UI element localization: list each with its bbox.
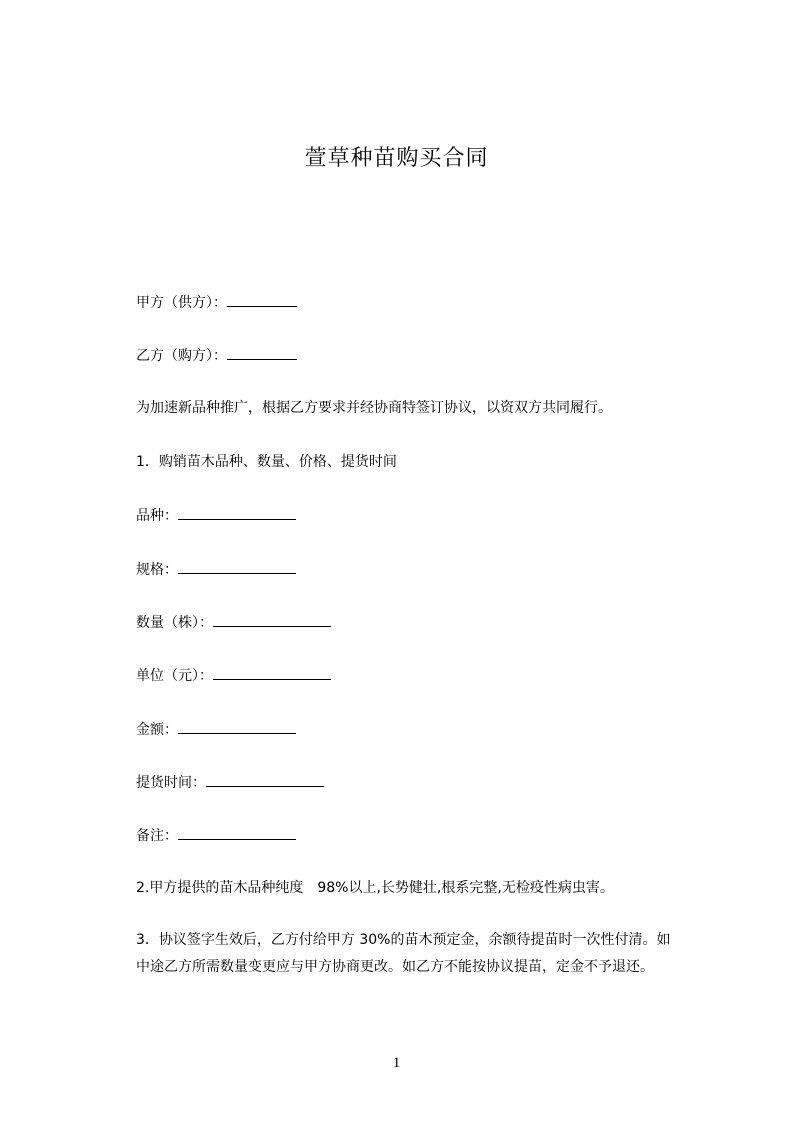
unit-price-label: 单位（元）：	[136, 668, 213, 684]
remarks-line	[136, 825, 296, 846]
spec-line	[136, 559, 296, 580]
amount-line	[136, 719, 296, 740]
page-number: 1	[392, 1055, 401, 1071]
section1-heading: 1．购销苗木品种、数量、价格、提货时间	[136, 454, 397, 470]
section2-text: 2.甲方提供的苗木品种纯度 98%以上,长势健壮,根系完整,无检疫性病虫害。	[136, 880, 614, 896]
variety-blank	[178, 505, 296, 520]
quantity-line	[136, 612, 331, 633]
party-a-line	[136, 292, 297, 313]
section3-text: 3．协议签字生效后，乙方付给甲方 30%的苗木预定金，余额待提苗时一次性付清。如中途乙方所需数量变更应与甲方协商更改。如乙方不能按协议提苗，定金不予退还。	[136, 932, 671, 975]
party-a-blank	[227, 292, 297, 307]
spec-label: 规格：	[136, 562, 178, 578]
amount-label: 金额：	[136, 722, 178, 738]
quantity-label: 数量（株）：	[136, 615, 213, 631]
party-b-label: 乙方（购方）：	[136, 348, 227, 364]
party-b-blank	[227, 345, 297, 360]
document-title: 萱草种苗购买合同	[304, 146, 489, 171]
unit-price-line	[136, 665, 331, 686]
remarks-label: 备注：	[136, 828, 178, 844]
variety-label: 品种：	[136, 508, 178, 524]
party-a-label: 甲方（供方）：	[136, 295, 227, 311]
pickup-time-line	[136, 772, 324, 793]
intro-text: 为加速新品种推广，根据乙方要求并经协商特签订协议，以资双方共同履行。	[136, 400, 612, 416]
pickup-time-blank	[206, 772, 324, 787]
remarks-blank	[178, 825, 296, 840]
quantity-blank	[213, 612, 331, 627]
variety-line	[136, 505, 296, 526]
pickup-time-label: 提货时间：	[136, 775, 206, 791]
amount-blank	[178, 719, 296, 734]
spec-blank	[178, 559, 296, 574]
unit-price-blank	[213, 665, 331, 680]
party-b-line	[136, 345, 297, 366]
